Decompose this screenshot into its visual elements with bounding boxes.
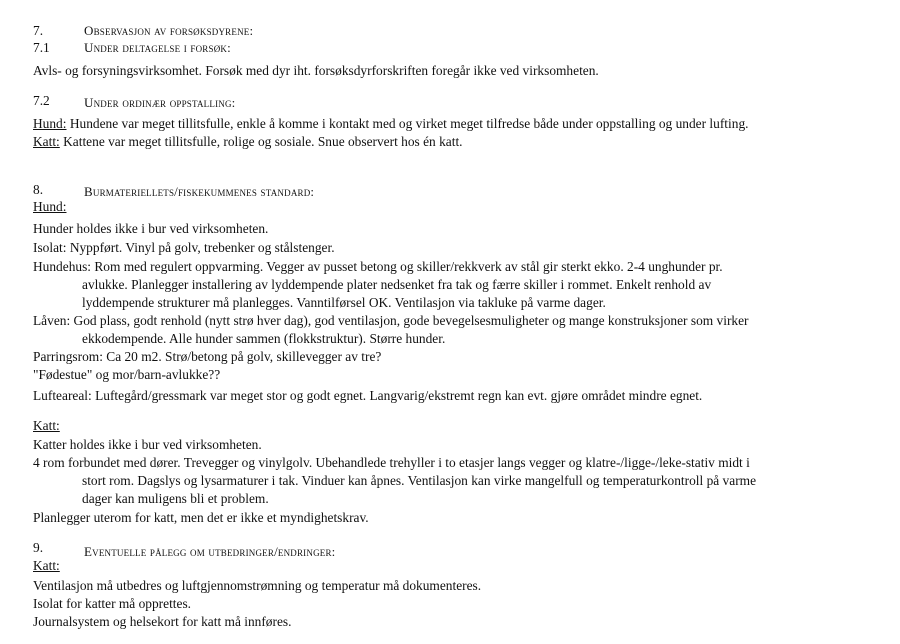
section-9-katt-label: Katt: (33, 558, 60, 573)
section-8-heading: Burmateriellets/fiskekummenes standard: (84, 184, 315, 199)
hund-line: ekkodempende. Alle hunder sammen (flokkstruktur). Større hunder. (82, 331, 446, 346)
section-7-heading: Observasjon av forsøksdyrene: (84, 23, 254, 38)
hund-line: avlukke. Planlegger installering av lyddempende plater nedsenket fra tak og færre skiller i rommet. Enkelt renhold av (82, 277, 712, 292)
requirement-line: Isolat for katter må opprettes. (33, 596, 192, 611)
hund-line: Parringsrom: Ca 20 m2. Strø/betong på golv, skillevegger av tre? (33, 349, 382, 364)
hund-observation: Hundene var meget tillitsfulle, enkle å komme i kontakt med og virket meget tilfredse både under oppstalling og under lufting. (66, 116, 749, 131)
hund-line: Hundehus: Rom med regulert oppvarming. Vegger av pusset betong og skiller/rekkverk av stål gir sterkt ekko. 2-4 unghunder pr. (33, 259, 723, 274)
section-8-number: 8. (33, 182, 44, 197)
katt-line: stort rom. Dagslys og lysarmaturer i tak. Vinduer kan åpnes. Ventilasjon kan virke mangelfull og temperaturkontroll på varme (82, 473, 757, 488)
hund-line: Lufteareal: Luftegård/gressmark var meget stor og godt egnet. Langvarig/ekstremt regn kan evt. gjøre området mindre egnet. (33, 388, 703, 403)
section-7-2-number: 7.2 (33, 93, 50, 108)
katt-line: Katter holdes ikke i bur ved virksomheten. (33, 437, 262, 452)
requirement-line: Journalsystem og helsekort for katt må innføres. (33, 614, 292, 629)
hund-label: Hund: (33, 116, 67, 131)
katt-line: Planlegger uterom for katt, men det er ikke et myndighetskrav. (33, 510, 369, 525)
section-7-1-number: 7.1 (33, 40, 50, 55)
section-7-1-text: Avls- og forsyningsvirksomhet. Forsøk med dyr iht. forsøksdyrforskriften foregår ikke ved virksomheten. (33, 63, 599, 78)
hund-line: "Fødestue" og mor/barn-avlukke?? (33, 367, 221, 382)
section-8-katt-label: Katt: (33, 418, 60, 433)
section-7-2-heading: Under ordinær oppstalling: (84, 95, 236, 110)
section-7-2-hund-line (33, 116, 749, 132)
section-7-2-katt-line (33, 134, 463, 150)
section-7-1-heading: Under deltagelse i forsøk: (84, 40, 231, 55)
katt-label: Katt: (33, 134, 60, 149)
katt-observation: Kattene var meget tillitsfulle, rolige og sosiale. Snue observert hos én katt. (59, 134, 463, 149)
katt-line: 4 rom forbundet med dører. Trevegger og vinylgolv. Ubehandlede trehyller i to etasjer langs vegger og klatre-/ligge-/leke-stativ midt i (33, 455, 750, 470)
hund-line: lyddempende strukturer må planlegges. Vanntilførsel OK. Ventilasjon via takluke på varme dager. (82, 295, 606, 310)
katt-line: dager kan muligens bli et problem. (82, 491, 269, 506)
hund-line: Hunder holdes ikke i bur ved virksomheten. (33, 221, 269, 236)
requirement-line: Ventilasjon må utbedres og luftgjennomstrømning og temperatur må dokumenteres. (33, 578, 482, 593)
section-9-heading: Eventuelle pålegg om utbedringer/endringer: (84, 544, 336, 559)
section-9-number: 9. (33, 540, 44, 555)
section-8-hund-label: Hund: (33, 199, 67, 214)
hund-line: Isolat: Nyppført. Vinyl på golv, trebenker og stålstenger. (33, 240, 335, 255)
section-7-number: 7. (33, 23, 44, 38)
hund-line: Låven: God plass, godt renhold (nytt strø hver dag), god ventilasjon, gode bevegelsesmuligheter og mange konstruksjoner som virker (33, 313, 749, 328)
